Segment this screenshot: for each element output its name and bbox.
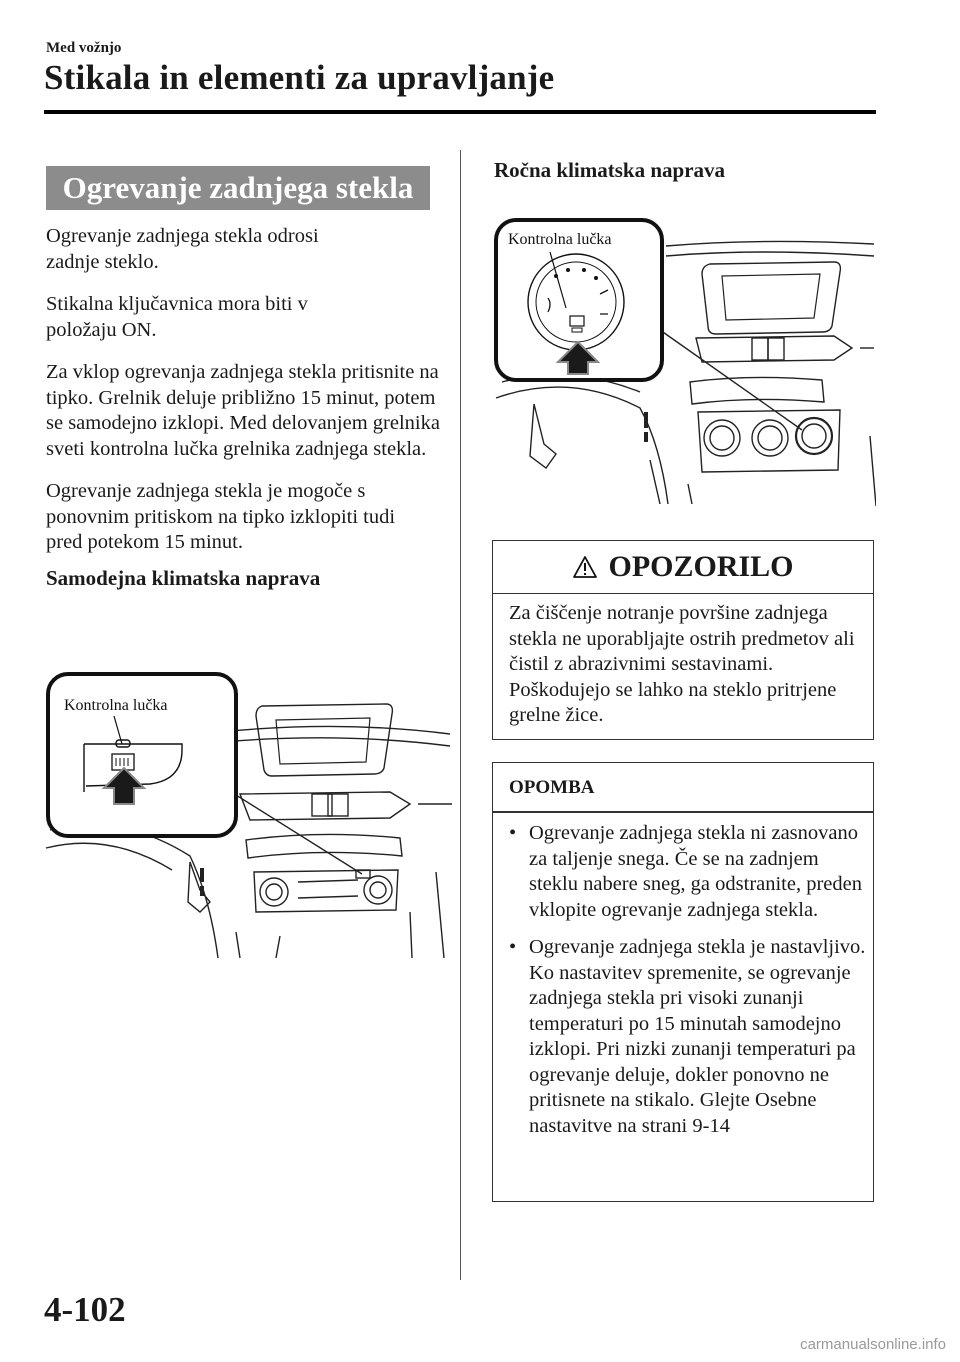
manual-climate-illustration — [490, 214, 876, 506]
figure-heading-manual: Ročna klimatska naprava — [494, 158, 726, 182]
section-body — [46, 224, 446, 591]
automatic-callout-label: Kontrolna lučka — [64, 697, 168, 714]
note-title: OPOMBA — [509, 777, 595, 798]
column-divider — [460, 150, 461, 1280]
paragraph-intro: Ogrevanje zadnjega stekla odrosi zadnje steklo. — [46, 225, 319, 273]
warning-triangle-icon — [572, 555, 598, 579]
warning-text: Za čiščenje notranje površine zadnjega stekla ne uporabljajte ostrih predmetov ali čistil z abrazivnimi sestavinami. Poškodujejo se lahko na steklo pritrjene grelne žice. — [509, 602, 855, 726]
note-item — [507, 935, 869, 1139]
breadcrumb: Med vožnjo — [46, 40, 122, 56]
warning-box — [492, 540, 874, 740]
manual-callout-label: Kontrolna lučka — [508, 231, 612, 248]
automatic-climate-illustration — [40, 662, 456, 966]
note-list — [507, 821, 869, 1151]
bullet-icon: • — [509, 936, 517, 958]
paragraph-ignition: Stikalna ključavnica mora biti v položaju ON. — [46, 293, 308, 341]
note-item-text: Ogrevanje zadnjega stekla je nastavljivo. Ko nastavitev spremenite, se ogrevanje zadnjega stekla pri visoki zunanji temperaturi po 15 minutah samodejno izklopi. Pri nizki zunanji temperaturi pa ogrevanje deluje, dokler ponovno ne pritisnete na stikalo. Glejte Osebne nastavitve na strani 9-14 — [529, 936, 866, 1137]
watermark: carmanualsonline.info — [800, 1336, 946, 1353]
figure-heading-automatic: Samodejna klimatska naprava — [46, 565, 321, 590]
bullet-icon: • — [509, 822, 517, 844]
paragraph-switch-off: Ogrevanje zadnjega stekla je mogoče s ponovnim pritiskom na tipko izklopiti tudi pred potekom 15 minut. — [46, 480, 396, 553]
note-item-text: Ogrevanje zadnjega stekla ni zasnovano za taljenje snega. Če se na zadnjem steklu nabere sneg, ga odstranite, preden vklopite ogrevanje zadnjega stekla. — [529, 822, 863, 921]
paragraph-operation: Za vklop ogrevanja zadnjega stekla pritisnite na tipko. Grelnik deluje približno 15 minut, potem se samodejno izklopi. Med delovanjem grelnika sveti kontrolna lučka grelnika zadnjega stekla. — [46, 361, 440, 460]
header-rule — [44, 110, 876, 114]
page-title: Stikala in elementi za upravljanje — [44, 58, 555, 97]
page-number: 4-102 — [44, 1290, 126, 1329]
section-title: Ogrevanje zadnjega stekla — [46, 166, 430, 210]
warning-title: OPOZORILO — [608, 550, 794, 583]
note-divider — [493, 811, 873, 813]
warning-header — [493, 541, 873, 594]
note-item — [507, 821, 869, 923]
note-box — [492, 762, 874, 1202]
